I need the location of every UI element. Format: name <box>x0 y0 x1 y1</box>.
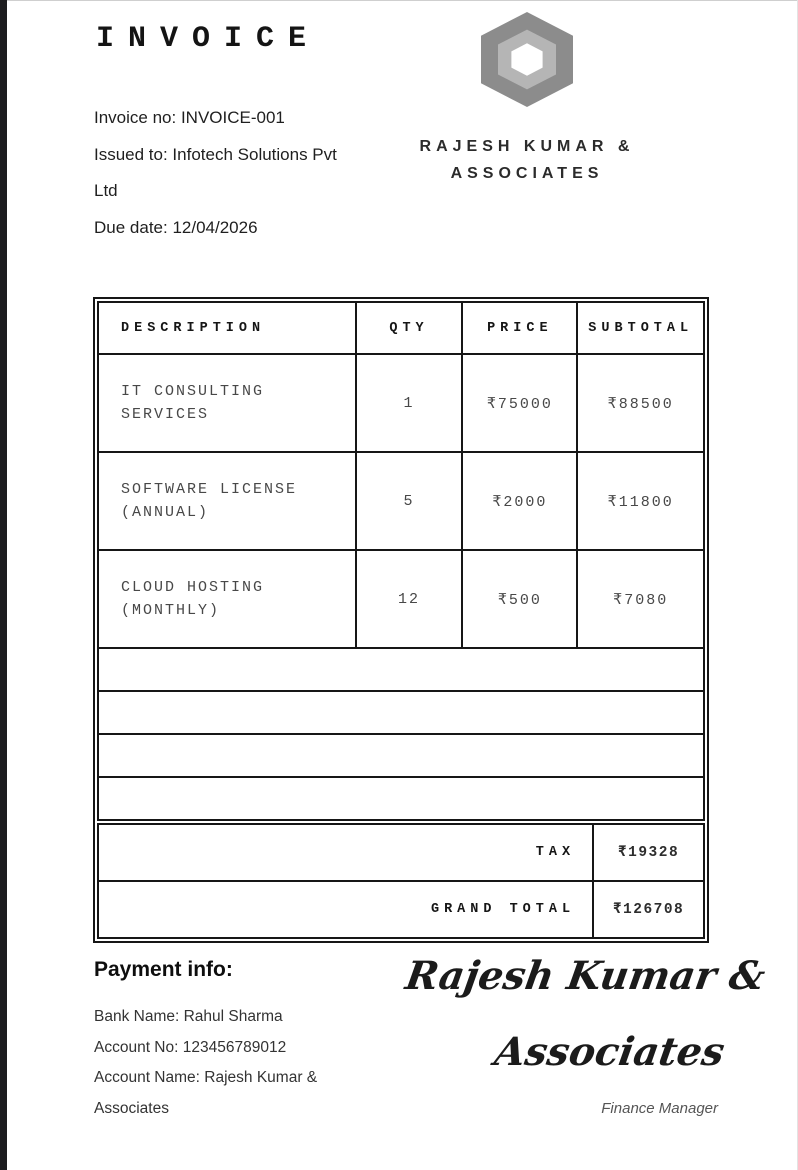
handwritten-signature <box>388 938 769 1090</box>
item-qty: 5 <box>356 452 463 550</box>
account-name-line-wrap: Associates <box>94 1099 169 1117</box>
payment-info-heading: Payment info: <box>94 958 233 981</box>
grand-total-row <box>98 881 704 938</box>
item-description: SOFTWARE LICENSE (ANNUAL) <box>98 452 356 550</box>
invoice-title: INVOICE <box>96 22 321 56</box>
table-row <box>98 354 704 452</box>
column-header-description: DESCRIPTION <box>98 302 356 354</box>
item-description: CLOUD HOSTING (MONTHLY) <box>98 550 356 648</box>
signature-role: Finance Manager <box>601 1100 718 1117</box>
totals-table <box>97 823 705 939</box>
grand-total-label: GRAND TOTAL <box>98 881 593 938</box>
company-name <box>402 133 652 187</box>
hexagon-logo-icon <box>481 12 573 107</box>
empty-table-row <box>98 734 704 777</box>
empty-table-row <box>98 777 704 820</box>
issued-to-line: Issued to: Infotech Solutions Pvt <box>94 144 337 164</box>
column-header-price: PRICE <box>462 302 577 354</box>
line-items-table <box>97 301 705 821</box>
column-header-qty: QTY <box>356 302 463 354</box>
item-description: IT CONSULTING SERVICES <box>98 354 356 452</box>
invoice-number-line: Invoice no: INVOICE-001 <box>94 108 285 127</box>
column-header-subtotal: SUBTOTAL <box>577 302 704 354</box>
item-qty: 12 <box>356 550 463 648</box>
table-row <box>98 550 704 648</box>
empty-table-row <box>98 691 704 734</box>
company-name-line1: RAJESH KUMAR & <box>419 138 635 155</box>
window-top-border <box>7 0 798 1</box>
payment-info-block <box>94 958 394 1124</box>
company-name-line2: ASSOCIATES <box>450 165 604 182</box>
item-qty: 1 <box>356 354 463 452</box>
issued-to-line-wrap: Ltd <box>94 181 118 200</box>
item-price: ₹500 <box>462 550 577 648</box>
invoice-table <box>93 297 709 943</box>
company-brand-block <box>402 12 652 187</box>
item-price: ₹75000 <box>462 354 577 452</box>
grand-total-value: ₹126708 <box>593 881 704 938</box>
account-name-line: Account Name: Rajesh Kumar & <box>94 1069 318 1086</box>
item-subtotal: ₹11800 <box>577 452 704 550</box>
account-no-line: Account No: 123456789012 <box>94 1038 287 1056</box>
signature-name-line1: Rajesh Kumar & <box>402 953 769 999</box>
table-row <box>98 452 704 550</box>
due-date-line: Due date: 12/04/2026 <box>94 217 258 237</box>
tax-label: TAX <box>98 824 593 881</box>
bank-name-line: Bank Name: Rahul Sharma <box>94 1008 283 1025</box>
signature-name-line2: Associates <box>491 1029 728 1075</box>
signature-block <box>388 938 769 1117</box>
item-subtotal: ₹88500 <box>577 354 704 452</box>
empty-table-row <box>98 648 704 691</box>
payment-info-lines <box>94 1002 394 1124</box>
item-price: ₹2000 <box>462 452 577 550</box>
item-subtotal: ₹7080 <box>577 550 704 648</box>
invoice-meta-block <box>94 100 454 246</box>
window-left-edge-bar <box>0 0 7 1170</box>
table-header-row <box>98 302 704 354</box>
tax-value: ₹19328 <box>593 824 704 881</box>
tax-row <box>98 824 704 881</box>
